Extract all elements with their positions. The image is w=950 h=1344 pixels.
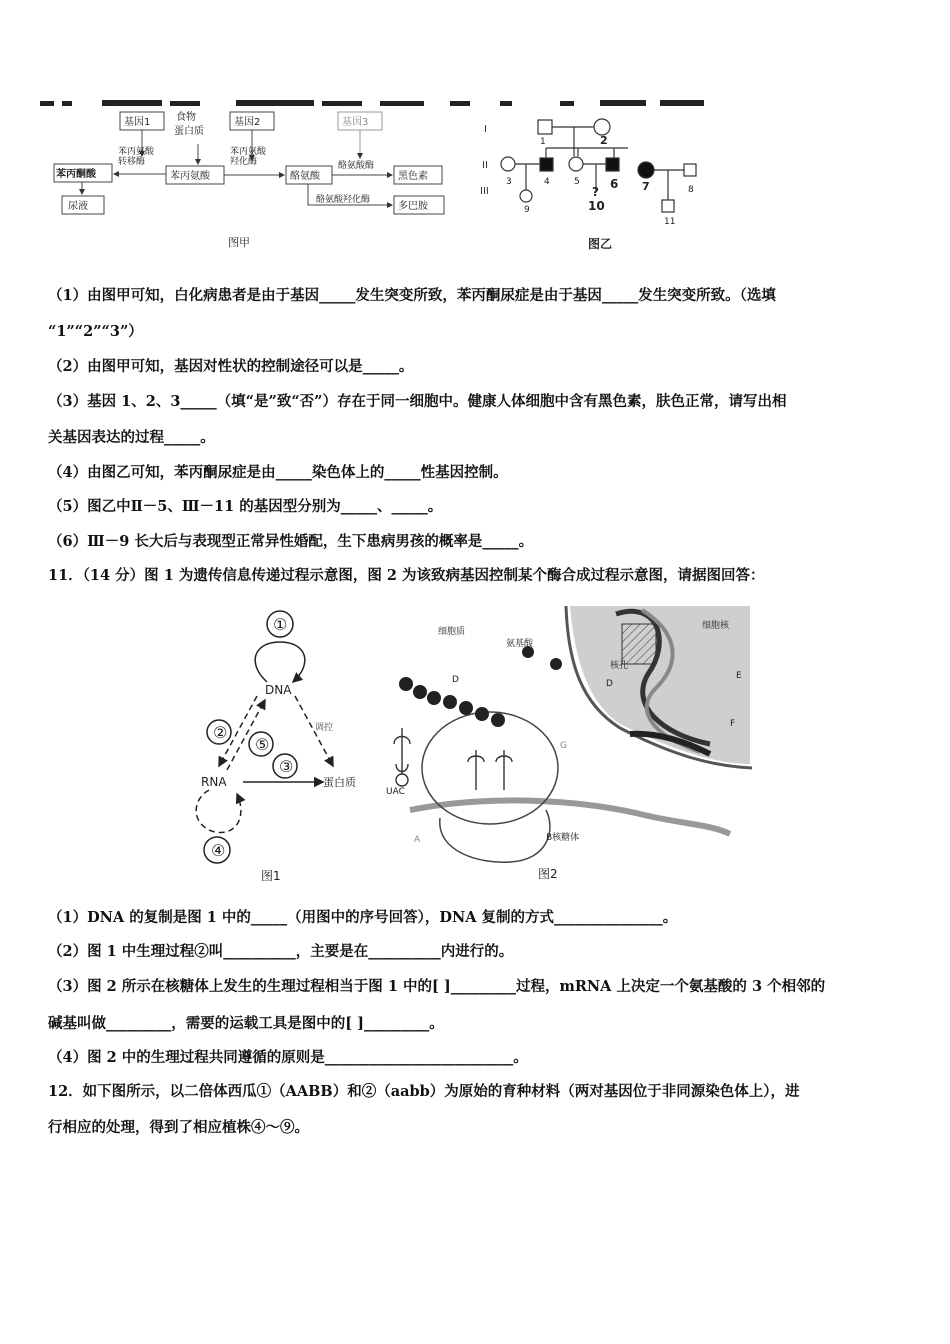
q10-s1b: “1”“2”“3”） (48, 323, 143, 340)
caption-yi: 图乙 (588, 237, 613, 251)
figure-1 (185, 604, 365, 886)
num-1: ① (273, 615, 288, 634)
gen-label-2: II (482, 160, 488, 171)
num-3: ③ (279, 757, 294, 776)
q11-title: 11．（14 分）图 1 为遗传信息传递过程示意图，图 2 为该致病基因控制某个酶合成过程示意图，请据图回答： (48, 567, 765, 584)
cropped-header-line (40, 92, 720, 102)
q12-s1: 12．如下图所示，以二倍体西瓜①（AABB）和②（aabb）为原始的育种材料（两对基因位于非同源染色体上），进 (48, 1083, 800, 1100)
caption-fig2: 图2 (538, 867, 558, 881)
label-ribosome: B核糖体 (546, 833, 580, 843)
cropped-text-strokes (40, 97, 720, 107)
id-4: 4 (544, 177, 550, 187)
label-urine: 尿液 (68, 201, 88, 212)
q12-s2: 行相应的处理，得到了相应植株④～⑨。 (48, 1119, 309, 1136)
id-5: 5 (574, 177, 580, 187)
pedigree-II-6 (606, 158, 619, 171)
label-dopamine: 多巴胺 (398, 201, 428, 212)
label-melanin: 黑色素 (398, 171, 428, 182)
q11-s1: （1）DNA 的复制是图 1 中的_____（用图中的序号回答），DNA 复制的方式_______________。 (48, 909, 678, 926)
enzyme-transferase-1: 苯丙氨酸 (118, 147, 155, 157)
pedigree-II-8 (684, 164, 696, 176)
label-protein: 蛋白质 (323, 776, 356, 789)
label-phenylalanine: 苯丙氨酸 (170, 171, 210, 182)
label-phenylpyruvate: 苯丙酮酸 (56, 169, 96, 180)
enzyme-tyrosinase: 酪氨酸酶 (338, 161, 375, 171)
q10-s3a: （3）基因 1、2、3_____（填“是”致“否”）存在于同一细胞中。健康人体细胞中含有黑色素，肤色正常，请写出相 (48, 393, 787, 410)
q11-s3a: （3）图 2 所示在核糖体上发生的生理过程相当于图 1 中的[ ]_________过程，mRNA 上决定一个氨基酸的 3 个相邻的 (48, 978, 826, 995)
label-food-protein-1: 食物 (176, 112, 196, 123)
q10-s1a: （1）由图甲可知，白化病患者是由于基因_____发生突变所致，苯丙酮尿症是由于基因_____发生突变所致。（选填 (48, 287, 776, 304)
label-e: E (736, 671, 742, 681)
num-2: ② (213, 723, 228, 742)
q10-s5: （5）图乙中Ⅱ－5、Ⅲ－11 的基因型分别为_____、_____。 (48, 498, 443, 515)
unknown-mark: ? (592, 185, 599, 199)
pedigree-II-7 (638, 162, 654, 178)
pedigree-II-4 (540, 158, 553, 171)
id-8: 8 (688, 185, 694, 195)
label-f: F (730, 719, 736, 729)
id-1: 1 (540, 137, 546, 147)
pedigree-III-9 (520, 190, 532, 202)
label-rna: RNA (201, 775, 227, 789)
q11-s4: （4）图 2 中的生理过程共同遵循的原则是__________________________。 (48, 1049, 528, 1066)
pedigree-I-2 (594, 119, 610, 135)
translation-diagram (380, 604, 760, 886)
id-11: 11 (664, 217, 676, 227)
enzyme-hydroxylase-2: 羟化酶 (230, 157, 258, 167)
caption-fig1: 图1 (261, 869, 281, 883)
id-2: 2 (600, 134, 608, 147)
caption-jia: 图甲 (228, 236, 250, 249)
pathway-diagram (48, 108, 458, 253)
label-d-left: D (452, 675, 459, 685)
q10-s6: （6）Ⅲ－9 长大后与表现型正常异性婚配，生下患病男孩的概率是_____。 (48, 533, 534, 550)
label-regulate: 调控 (315, 723, 334, 733)
pedigree-II-3 (501, 157, 515, 171)
label-food-protein-2: 蛋白质 (174, 126, 204, 137)
label-d-right: D (606, 679, 613, 689)
id-7: 7 (642, 180, 650, 193)
label-cytoplasm: 细胞质 (438, 627, 466, 637)
label-uac: UAC (386, 787, 405, 797)
central-dogma-diagram (185, 604, 365, 886)
pedigree-chart (478, 112, 708, 257)
id-6: 6 (610, 177, 619, 191)
label-amino-acid: 氨基酸 (506, 639, 534, 649)
enzyme-hydroxylase-1: 苯丙氨酸 (230, 147, 267, 157)
q10-s4: （4）由图乙可知，苯丙酮尿症是由_____染色体上的_____性基因控制。 (48, 464, 508, 481)
pedigree-III-11 (662, 200, 674, 212)
label-a: A (414, 835, 421, 845)
gen-label-3: III (480, 186, 489, 197)
gen-label-1: I (484, 124, 487, 135)
q10-s3b: 关基因表达的过程_____。 (48, 429, 215, 446)
enzyme-tyrosine-hydroxylase: 酪氨酸羟化酶 (316, 195, 371, 205)
enzyme-transferase-2: 转移酶 (118, 157, 146, 167)
pedigree-II-5 (569, 157, 583, 171)
figure-yi (478, 112, 708, 257)
num-4: ④ (211, 841, 226, 860)
label-nucleus: 细胞核 (702, 621, 730, 631)
label-dna: DNA (265, 683, 292, 697)
label-tyrosine: 酪氨酸 (290, 171, 320, 182)
figure-2 (380, 604, 760, 886)
q10-s2: （2）由图甲可知，基因对性状的控制途径可以是_____。 (48, 358, 414, 375)
figure-jia (48, 108, 458, 253)
q11-s2: （2）图 1 中生理过程②叫__________，主要是在__________内进行的。 (48, 943, 514, 960)
id-3: 3 (506, 177, 512, 187)
label-gene2: 基因2 (234, 117, 261, 128)
id-9: 9 (524, 205, 530, 215)
q11-s3b: 碱基叫做_________，需要的运载工具是图中的[ ]_________。 (48, 1015, 444, 1032)
pedigree-I-1 (538, 120, 552, 134)
label-gene1: 基因1 (124, 117, 151, 128)
num-5: ⑤ (255, 735, 270, 754)
id-10: 10 (588, 199, 605, 213)
label-pore: 核孔 (610, 661, 629, 671)
label-g: G (560, 741, 567, 751)
label-gene3: 基因3 (342, 117, 369, 128)
